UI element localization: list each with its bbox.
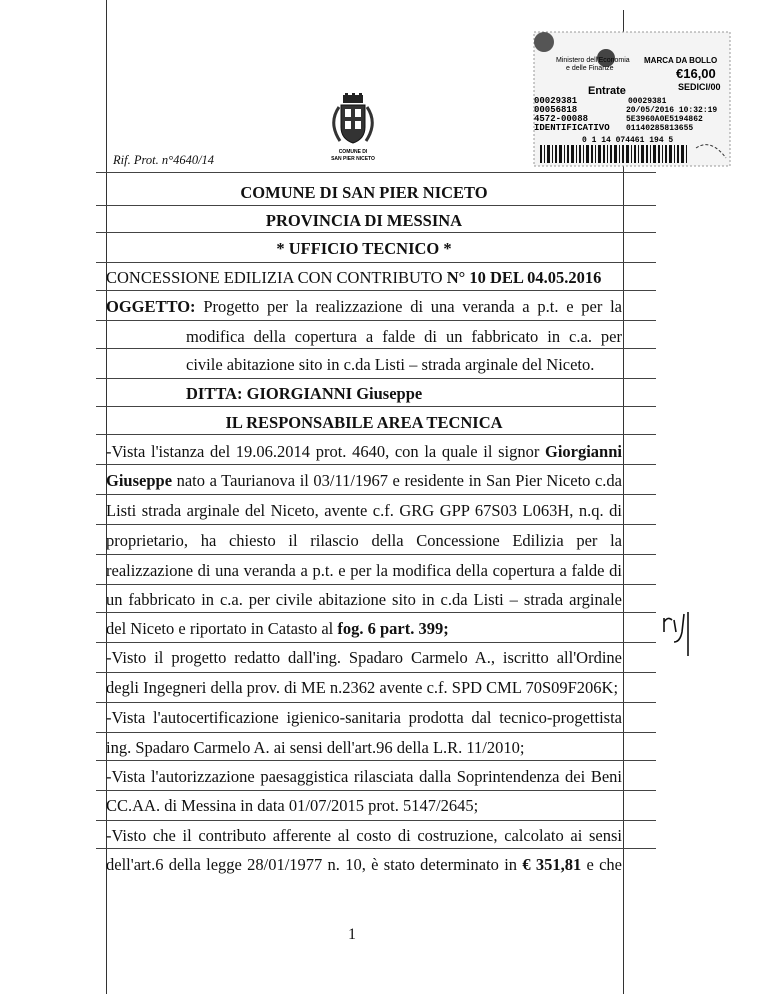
- body-line: -Vista l'autorizzazione paesaggistica rilasciata dalla Soprintendenza dei Beni: [106, 767, 622, 786]
- ruled-line: [96, 434, 656, 435]
- ruled-line: [96, 406, 656, 407]
- revenue-stamp: [526, 18, 738, 170]
- body-text: del Niceto e riportato in Catasto al: [106, 619, 338, 638]
- ruled-line: [96, 262, 656, 263]
- stamp-code-r1: 00029381: [628, 97, 667, 106]
- body-line: realizzazione di una veranda a p.t. e per la modifica della copertura a falde di: [106, 561, 622, 580]
- ruled-line: [96, 554, 656, 555]
- stamp-code-2: 00056818: [534, 105, 578, 115]
- subject-line-1: [106, 297, 622, 317]
- ruled-line: [96, 524, 656, 525]
- ruled-line: [96, 494, 656, 495]
- subject-line-2: modifica della copertura a falde di un fabbricato in c.a. per: [186, 327, 622, 346]
- body-line: [106, 471, 622, 491]
- cadastre-reference: fog. 6 part. 399;: [337, 619, 449, 638]
- stamp-issuer-1: Ministero dell'Economia: [556, 57, 630, 64]
- ruled-line: [96, 672, 656, 673]
- concession-prefix: CONCESSIONE EDILIZIA CON CONTRIBUTO: [106, 268, 443, 287]
- ruled-line: [96, 760, 656, 761]
- stamp-value-words: SEDICI/00: [678, 82, 721, 92]
- stamp-code-r3: 5E3960A0E5194862: [626, 115, 703, 124]
- body-line: -Visto che il contributo afferente al costo di costruzione, calcolato ai sensi: [106, 826, 622, 845]
- ruled-line: [96, 732, 656, 733]
- body-text: -Vista l'istanza del 19.06.2014 prot. 4640, con la quale il signor: [106, 442, 545, 461]
- ruled-line: [96, 172, 656, 173]
- body-line: -Visto il progetto redatto dall'ing. Spadaro Carmelo A., iscritto all'Ordine: [106, 648, 622, 667]
- ruled-line: [96, 205, 656, 206]
- body-line: proprietario, ha chiesto il rilascio della Concessione Edilizia per la: [106, 531, 622, 550]
- stamp-code-r4: 01140285813655: [626, 124, 694, 133]
- page-number: 1: [348, 926, 356, 943]
- body-line: degli Ingegneri della prov. di ME n.2362 avente c.f. SPD CML 70S09F206K;: [106, 678, 619, 697]
- body-line: un fabbricato in c.a. per civile abitazione sito in c.da Listi – strada arginale: [106, 590, 622, 609]
- ruled-line: [96, 348, 656, 349]
- body-line: Listi strada arginale del Niceto, avente c.f. GRG GPP 67S03 L063H, n.q. di: [106, 501, 622, 520]
- crest-caption-1: COMUNE DI: [338, 149, 368, 155]
- margin-initials-signature: [660, 608, 700, 658]
- ruled-line: [96, 848, 656, 849]
- subject-text-1: Progetto per la realizzazione di una veranda a p.t. e per la: [203, 297, 622, 316]
- body-line: CC.AA. di Messina in data 01/07/2015 prot. 5147/2645;: [106, 796, 479, 815]
- ruled-line: [96, 702, 656, 703]
- ruled-line: [96, 790, 656, 791]
- ruled-line: [96, 612, 656, 613]
- body-bold-name: Giorgianni: [544, 442, 622, 461]
- concession-number: N° 10 DEL 04.05.2016: [446, 268, 602, 287]
- stamp-code-1: 00029381: [534, 96, 578, 106]
- body-text: nato a Taurianova il 03/11/1967 e residente in San Pier Niceto c.da: [172, 471, 622, 490]
- body-line: [106, 619, 449, 639]
- company-line: DITTA: GIORGIANNI Giuseppe: [186, 384, 423, 403]
- authority-title: IL RESPONSABILE AREA TECNICA: [225, 413, 503, 432]
- protocol-reference: Rif. Prot. n°4640/14: [113, 153, 215, 167]
- stamp-code-r2: 20/05/2016 10:32:19: [626, 106, 718, 115]
- body-bold-name: Giuseppe: [106, 471, 173, 490]
- stamp-issuer-2: e delle Finanze: [566, 65, 614, 72]
- subject-line-3: civile abitazione sito in c.da Listi – strada arginale del Niceto.: [186, 355, 595, 374]
- office-title: * UFFICIO TECNICO *: [276, 239, 452, 258]
- crest-caption-2: SAN PIER NICETO: [331, 156, 375, 162]
- municipality-title: COMUNE DI SAN PIER NICETO: [240, 183, 488, 202]
- subject-label: OGGETTO:: [106, 297, 196, 316]
- body-text: e che: [581, 855, 622, 874]
- ruled-line: [96, 290, 656, 291]
- stamp-serial: 0 1 14 074461 194 5: [582, 136, 674, 145]
- stamp-code-4: IDENTIFICATIVO: [534, 123, 610, 133]
- ruled-line: [96, 642, 656, 643]
- ruled-line: [96, 820, 656, 821]
- concession-line: [106, 268, 601, 288]
- stamp-value: €16,00: [676, 66, 716, 81]
- stamp-agency: Entrate: [588, 85, 626, 97]
- ruled-line: [96, 320, 656, 321]
- province-title: PROVINCIA DI MESSINA: [265, 211, 463, 230]
- body-text: dell'art.6 della legge 28/01/1977 n. 10, è stato determinato in: [106, 855, 523, 874]
- ruled-line: [96, 584, 656, 585]
- ruled-line: [96, 378, 656, 379]
- stamp-title: MARCA DA BOLLO: [644, 56, 718, 65]
- stamp-code-3: 4572-00088: [534, 114, 589, 124]
- body-line: [106, 442, 622, 462]
- body-line: [106, 855, 622, 875]
- contribution-amount: € 351,81: [522, 855, 582, 874]
- ruled-line: [96, 232, 656, 233]
- municipal-crest-icon: [326, 93, 380, 163]
- ruled-line: [96, 464, 656, 465]
- body-line: ing. Spadaro Carmelo A. ai sensi dell'art.96 della L.R. 11/2010;: [106, 738, 525, 757]
- body-line: -Vista l'autocertificazione igienico-sanitaria prodotta dal tecnico-progettista: [106, 708, 622, 727]
